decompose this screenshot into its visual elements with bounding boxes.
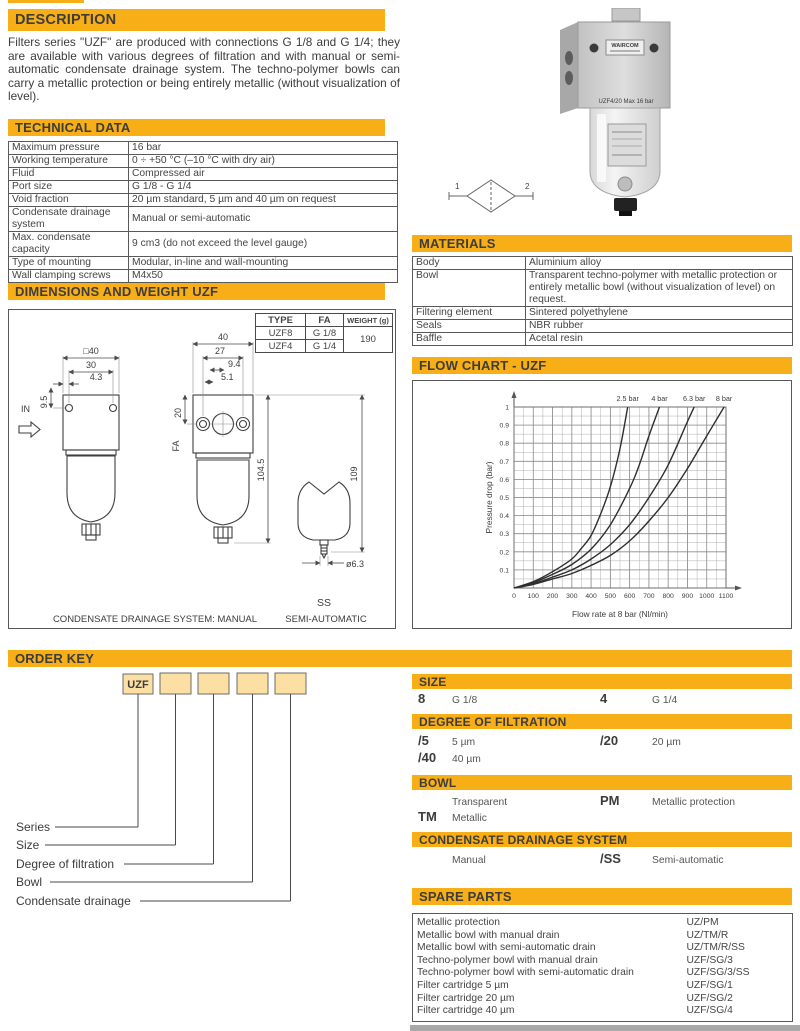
drainage-header [412, 832, 792, 847]
size-header [412, 674, 792, 689]
bowl-header [412, 775, 792, 790]
filtration-options-row2 [412, 750, 792, 765]
row-label: Port size [9, 181, 129, 194]
flow-chart-title: FLOW CHART - UZF [419, 358, 547, 373]
row-label: Max. condensate capacity [9, 232, 129, 257]
row-value: M4x50 [129, 270, 398, 283]
order-key-header [8, 650, 792, 667]
svg-text:1000: 1000 [699, 593, 715, 600]
part-desc: Filter cartridge 40 µm [417, 1005, 515, 1017]
technical-data-table [8, 141, 398, 283]
dim-40: 40 [217, 332, 229, 342]
order-key-bowl-box [237, 673, 268, 694]
row-value: Acetal resin [526, 333, 793, 346]
technical-data-title: TECHNICAL DATA [15, 120, 131, 135]
svg-text:0.4: 0.4 [499, 513, 509, 521]
part-code: UZF/SG/4 [686, 1005, 733, 1017]
table-row [9, 181, 398, 194]
row-value: NBR rubber [526, 320, 793, 333]
svg-text:2.5 bar: 2.5 bar [616, 394, 639, 403]
bowl-desc-transparent: Transparent [452, 797, 508, 808]
col-fa: FA [306, 314, 344, 327]
svg-text:500: 500 [604, 593, 617, 600]
svg-text:600: 600 [623, 593, 636, 600]
drainage-options [412, 851, 792, 866]
caption-manual: CONDENSATE DRAINAGE SYSTEM: MANUAL [52, 614, 258, 625]
filter-body [578, 22, 670, 108]
row-label: Fluid [9, 168, 129, 181]
order-key-size-box [160, 673, 191, 694]
table-row [9, 232, 398, 257]
bowl-options-row1 [412, 793, 792, 808]
dim-20: 20 [173, 407, 183, 419]
side-view-drawing [171, 332, 365, 543]
table-row [413, 270, 793, 307]
filter-pneumatic-symbol [435, 168, 547, 220]
fa-cell: G 1/8 [306, 327, 344, 340]
table-row [9, 142, 398, 155]
part-code: UZ/TM/R [686, 929, 729, 941]
dim-4-3: 4.3 [89, 372, 103, 382]
row-label: Condensate drainage system [9, 207, 129, 232]
row-value: Modular, in-line and wall-mounting [129, 257, 398, 270]
filtration-code-5: /5 [418, 733, 429, 748]
description-text: Filters series "UZF" are produced with connections G 1/8 and G 1/4; they are available with various degrees of filtration and with manual or semi-automatic condensate drainage system. The techno-polymer bowls can carry a metallic protection or being entirely metallic (without visualization of level). [8, 35, 400, 104]
size-code-8: 8 [418, 691, 426, 706]
table-row [413, 980, 793, 993]
filtration-desc-40: 40 µm [452, 754, 481, 765]
svg-text:900: 900 [681, 593, 694, 600]
dim-27: 27 [214, 346, 226, 356]
model-label: UZF4/20 Max 16 bar [598, 99, 654, 105]
part-code: UZF/SG/3/SS [686, 967, 750, 979]
type-weight-table [255, 313, 393, 353]
svg-text:200: 200 [546, 593, 559, 600]
filtration-title: DEGREE OF FILTRATION [419, 714, 567, 729]
part-desc: Techno-polymer bowl with semi-automatic drain [417, 967, 634, 979]
label-degree-of-filtration: Degree of filtration [16, 857, 115, 871]
table-row [413, 942, 793, 955]
svg-text:400: 400 [585, 593, 597, 600]
brand-logo: WAIRCOM [611, 43, 639, 49]
row-value: 9 cm3 (do not exceed the level gauge) [129, 232, 398, 257]
svg-text:4 bar: 4 bar [651, 394, 668, 403]
filter-photo-illustration [540, 8, 712, 220]
table-row [9, 270, 398, 283]
svg-text:Flow rate at 8 bar (Nl/min): Flow rate at 8 bar (Nl/min) [572, 609, 668, 619]
table-row [413, 930, 793, 943]
table-row [413, 320, 793, 333]
svg-text:0.6: 0.6 [499, 476, 509, 484]
dimensions-title: DIMENSIONS AND WEIGHT UZF [15, 284, 219, 299]
front-view-drawing [19, 346, 119, 540]
dimensions-header [8, 283, 385, 300]
drainage-desc-ss: Semi-automatic [652, 855, 724, 866]
row-value: Sintered polyethylene [526, 307, 793, 320]
row-label: Wall clamping screws [9, 270, 129, 283]
row-value: Manual or semi-automatic [129, 207, 398, 232]
part-desc: Metallic protection [417, 917, 500, 928]
ss-label: SS [316, 597, 332, 609]
svg-text:1100: 1100 [718, 593, 734, 600]
dim-9-4: 9.4 [228, 359, 241, 369]
row-value: 20 µm standard, 5 µm and 40 µm on request [129, 194, 398, 207]
dimension-drawing [9, 310, 395, 628]
order-key-diagram [8, 670, 408, 912]
row-label: Bowl [413, 270, 526, 307]
order-key-series-value: UZF [127, 679, 149, 691]
col-weight: WEIGHT (g) [344, 314, 393, 327]
in-label: IN [21, 404, 30, 414]
bowl-title: BOWL [419, 775, 457, 790]
label-bowl: Bowl [16, 875, 43, 889]
table-row [9, 207, 398, 232]
drainage-title: CONDENSATE DRAINAGE SYSTEM [419, 832, 628, 847]
bowl-sticker [608, 124, 646, 166]
part-code: UZ/PM [686, 917, 719, 928]
order-key-filtration-box [198, 673, 229, 694]
dim-6-3: ø6.3 [346, 559, 365, 569]
drainage-desc-manual: Manual [452, 855, 486, 866]
part-desc: Metallic bowl with semi-automatic drain [417, 942, 596, 954]
filtration-desc-5: 5 µm [452, 737, 476, 748]
row-label: Filtering element [413, 307, 526, 320]
col-type: TYPE [256, 314, 306, 327]
dim-5-1: 5.1 [221, 372, 234, 382]
svg-text:700: 700 [643, 593, 655, 600]
svg-text:1: 1 [505, 404, 509, 412]
row-label: Baffle [413, 333, 526, 346]
row-label: Type of mounting [9, 257, 129, 270]
dim-fa: FA [171, 440, 181, 452]
svg-text:800: 800 [662, 593, 674, 600]
table-row [413, 307, 793, 320]
size-desc-4: G 1/4 [652, 695, 678, 706]
row-value: Transparent techno-polymer with metallic protection or entirely metallic bowl (without visualization of level) on request. [526, 270, 793, 307]
table-row [413, 333, 793, 346]
svg-text:300: 300 [566, 593, 578, 600]
svg-text:0.9: 0.9 [499, 422, 509, 430]
row-value: 16 bar [129, 142, 398, 155]
port-2-label: 2 [525, 182, 530, 191]
svg-text:6.3 bar: 6.3 bar [683, 394, 706, 403]
row-value: Aluminium alloy [526, 257, 793, 270]
row-value: Compressed air [129, 168, 398, 181]
table-row [413, 967, 793, 980]
dim-30: 30 [85, 360, 97, 370]
flow-chart-box [412, 380, 792, 629]
bowl-options-row2 [412, 809, 792, 824]
caption-semi-automatic: SEMI-AUTOMATIC [285, 614, 367, 625]
filtration-desc-20: 20 µm [652, 737, 681, 748]
dimensions-drawing-box [8, 309, 396, 629]
part-desc: Filter cartridge 20 µm [417, 992, 515, 1004]
bowl-desc-pm: Metallic protection [652, 797, 735, 808]
type-cell: UZF8 [256, 327, 306, 340]
product-photo [540, 8, 712, 220]
size-code-4: 4 [600, 691, 608, 706]
svg-text:Pressure drop (bar): Pressure drop (bar) [484, 461, 494, 534]
table-row [413, 257, 793, 270]
row-label: Seals [413, 320, 526, 333]
label-condensate-drainage: Condensate drainage [16, 894, 131, 908]
dim-9-5: 9.5 [39, 395, 49, 409]
filtration-code-20: /20 [600, 733, 619, 748]
part-code: UZF/SG/2 [686, 992, 733, 1004]
materials-header [412, 235, 792, 252]
dim-109: 109 [349, 466, 359, 482]
materials-table [412, 256, 793, 346]
table-row [9, 257, 398, 270]
order-key-drainage-box [275, 673, 306, 694]
part-desc: Filter cartridge 5 µm [417, 979, 509, 991]
bowl-code-tm: TM [418, 809, 437, 824]
table-row [413, 955, 793, 968]
filtration-code-40: /40 [418, 750, 437, 765]
spare-parts-table [412, 913, 793, 1022]
drain-knob [614, 198, 637, 211]
bottom-separator-bar [410, 1025, 800, 1031]
body-side-face [560, 22, 578, 114]
flow-chart [413, 381, 791, 628]
row-label: Maximum pressure [9, 142, 129, 155]
bowl-code-pm: PM [600, 793, 620, 808]
row-label: Body [413, 257, 526, 270]
label-size: Size [16, 838, 40, 852]
order-key-title: ORDER KEY [15, 651, 95, 666]
filtration-options-row1 [412, 733, 792, 748]
svg-text:0.1: 0.1 [499, 567, 509, 575]
type-cell: UZF4 [256, 340, 306, 353]
size-title: SIZE [419, 674, 447, 689]
row-label: Void fraction [9, 194, 129, 207]
table-row [9, 194, 398, 207]
table-row [413, 914, 793, 930]
semi-automatic-bowl-drawing [298, 395, 365, 609]
dim-sq40: □40 [83, 346, 99, 356]
top-accent-sliver [8, 0, 84, 3]
row-value: G 1/8 - G 1/4 [129, 181, 398, 194]
svg-text:0.2: 0.2 [499, 549, 509, 557]
weight-cell: 190 [344, 327, 393, 353]
label-series: Series [16, 820, 51, 834]
table-row [9, 155, 398, 168]
part-code: UZF/SG/3 [686, 954, 733, 966]
drainage-code-ss: /SS [600, 851, 621, 866]
svg-text:100: 100 [527, 593, 539, 600]
size-desc-8: G 1/8 [452, 695, 478, 706]
dim-104-5: 104.5 [256, 458, 266, 482]
size-options [412, 691, 792, 706]
svg-text:0.7: 0.7 [499, 458, 509, 466]
table-row [413, 993, 793, 1006]
spare-parts-header [412, 888, 792, 905]
table-row [413, 1005, 793, 1021]
description-title: DESCRIPTION [15, 12, 117, 28]
svg-text:0: 0 [512, 593, 516, 600]
part-desc: Techno-polymer bowl with manual drain [417, 954, 598, 966]
svg-text:0.8: 0.8 [499, 440, 509, 448]
technical-data-header [8, 119, 385, 136]
svg-text:0.5: 0.5 [499, 495, 509, 502]
part-desc: Metallic bowl with manual drain [417, 929, 560, 941]
bowl-desc-tm: Metallic [452, 813, 487, 824]
part-code: UZ/TM/R/SS [686, 942, 745, 954]
table-row [9, 168, 398, 181]
row-label: Working temperature [9, 155, 129, 168]
svg-text:8 bar: 8 bar [715, 394, 733, 403]
svg-text:0.3: 0.3 [499, 531, 509, 539]
fa-cell: G 1/4 [306, 340, 344, 353]
port-1-label: 1 [455, 182, 460, 191]
materials-title: MATERIALS [419, 236, 496, 251]
flow-arrow-icon [19, 422, 40, 437]
description-header [8, 9, 385, 31]
filtration-header [412, 714, 792, 729]
row-value: 0 ÷ +50 °C (–10 °C with dry air) [129, 155, 398, 168]
spare-parts-title: SPARE PARTS [419, 889, 512, 904]
part-code: UZF/SG/1 [686, 979, 733, 991]
flow-chart-header [412, 357, 792, 374]
